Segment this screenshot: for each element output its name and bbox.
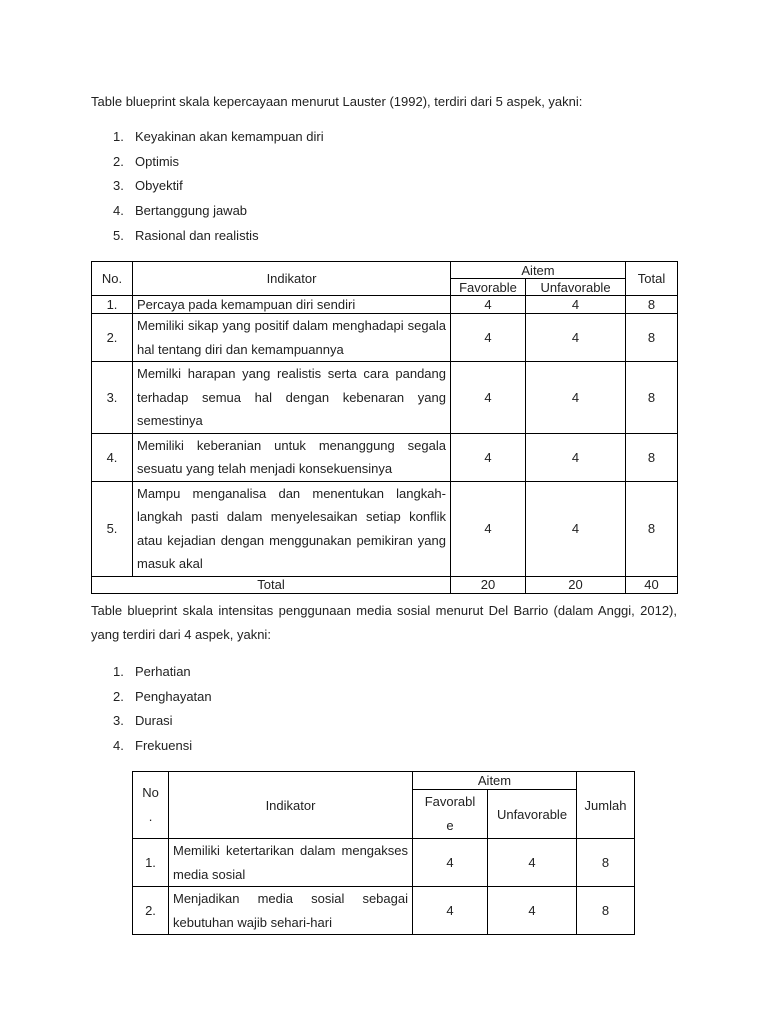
section2-aspect-list: [113, 662, 212, 761]
list-item: 5. Rasional dan realistis: [113, 227, 259, 243]
list-item: 1. Keyakinan akan kemampuan diri: [113, 129, 324, 144]
list-item: 3. Obyektif: [113, 178, 183, 194]
list-item: 3. Durasi: [113, 713, 173, 729]
list-item: 2. Penghayatan: [113, 688, 212, 704]
section1-intro: Table blueprint skala kepercayaan menurut Lauster (1992), terdiri dari 5 aspek, yakni:: [91, 94, 583, 109]
header-total: Total: [626, 262, 678, 296]
header-favorable: Favorabl e: [413, 790, 488, 839]
list-item: 2. Optimis: [113, 153, 180, 169]
header-jumlah: Jumlah: [577, 772, 635, 839]
header-no: No .: [133, 772, 169, 839]
table-row: 5. Mampu menganalisa dan menentukan langkah-langkah pasti dalam menyelesaikan setiap konflik atau kejadian dengan menggunakan pemikiran yang masuk akal 4 4 8: [92, 481, 678, 576]
header-favorable: Favorable: [451, 279, 526, 296]
header-indikator: Indikator: [133, 262, 451, 296]
blueprint-table-media-sosial: [132, 771, 635, 935]
table-row: 2. Menjadikan media sosial sebagai kebutuhan wajib sehari-hari 4 4 8: [133, 887, 635, 935]
table-row: 3. Memilki harapan yang realistis serta cara pandang terhadap semua hal dengan kebenaran yang semestinya 4 4 8: [92, 362, 678, 434]
header-no: No.: [92, 262, 133, 296]
blueprint-table-kepercayaan: [91, 261, 678, 594]
table-total-row: Total 20 20 40: [92, 576, 678, 593]
header-aitem: Aitem: [413, 772, 577, 790]
table-row: 2. Memiliki sikap yang positif dalam menghadapi segala hal tentang diri dan kemampuannya 4 4 8: [92, 314, 678, 362]
header-indikator: Indikator: [169, 772, 413, 839]
section2-intro: Table blueprint skala intensitas penggunaan media sosial menurut Del Barrio (dalam Anggi, 2012), yang terdiri dari 4 aspek, yakni:: [91, 603, 677, 642]
list-item: 1. Perhatian: [113, 664, 191, 679]
header-unfavorable: Unfavorable: [488, 790, 577, 839]
section1-aspect-list: [113, 127, 324, 250]
list-item: 4. Frekuensi: [113, 738, 193, 754]
list-item: 4. Bertanggung jawab: [113, 203, 248, 219]
header-unfavorable: Unfavorable: [526, 279, 626, 296]
table-row: 1. Percaya pada kemampuan diri sendiri 4 4 8: [92, 296, 678, 314]
table-row: 1. Memiliki ketertarikan dalam mengakses media sosial 4 4 8: [133, 839, 635, 887]
header-aitem: Aitem: [451, 262, 626, 279]
table-row: 4. Memiliki keberanian untuk menanggung segala sesuatu yang telah menjadi konsekuensinya 4 4 8: [92, 433, 678, 481]
